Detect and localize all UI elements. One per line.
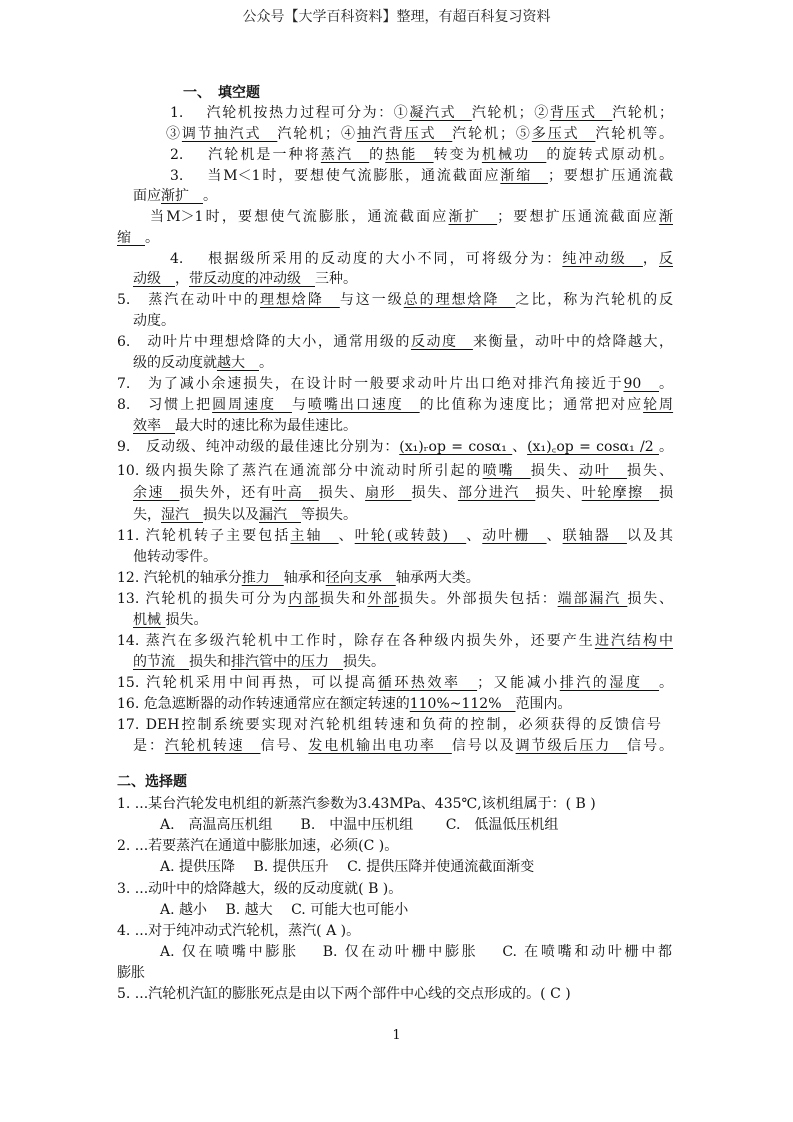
text-segment: 14. 蒸汽在多级汽轮机中工作时，除存在各种级内损失外，还要产生 bbox=[117, 633, 595, 649]
text-segment: 以及其 bbox=[626, 528, 674, 544]
text-segment: 损失。外部损失包括： bbox=[399, 591, 558, 607]
answer-blank: 缩 bbox=[117, 230, 145, 246]
text-segment: 损失。 bbox=[165, 612, 208, 628]
answer-blank: 推力 bbox=[241, 570, 284, 586]
text-segment: 。 bbox=[659, 675, 674, 691]
text-segment: 汽轮机；② bbox=[471, 105, 550, 121]
text-segment: A. 越小 B. 越大 C. 可能大也可能小 bbox=[160, 902, 409, 918]
answer-blank: 汽轮机转速 bbox=[164, 738, 261, 754]
text-segment: A. 仅在喷嘴中膨胀 B. 仅在动叶栅中膨胀 C. 在喷嘴和动叶栅中都 bbox=[160, 944, 672, 960]
text-line bbox=[117, 462, 673, 480]
text-line bbox=[133, 312, 175, 330]
text-segment: 12. 汽轮机的轴承分 bbox=[117, 570, 242, 586]
text-segment: ；又能减小 bbox=[477, 675, 560, 691]
answer-blank: 排汽管中的压力 bbox=[231, 654, 343, 670]
text-segment: 轴承和 bbox=[283, 570, 326, 586]
text-line bbox=[117, 985, 571, 1003]
text-segment: 、 bbox=[466, 528, 483, 544]
answer-blank: 部分进汽 bbox=[457, 485, 536, 501]
text-line bbox=[133, 187, 217, 205]
text-segment: ；要想扩压通流截 bbox=[547, 168, 673, 184]
text-line bbox=[160, 943, 672, 961]
text-line bbox=[117, 229, 159, 247]
text-segment: 当M＞1时，要想使气流膨胀，通流截面应 bbox=[150, 209, 449, 225]
answer-blank: 蒸汽 bbox=[320, 147, 370, 163]
answer-blank: 湿汽 bbox=[161, 507, 203, 523]
answer-blank: 余速 bbox=[133, 485, 180, 501]
answer-blank: 调节抽汽式 bbox=[181, 126, 278, 142]
text-segment: 损失和 bbox=[189, 654, 231, 670]
text-line bbox=[117, 674, 673, 692]
section-heading bbox=[183, 84, 260, 102]
answer-blank: 动级 bbox=[133, 271, 175, 287]
text-line bbox=[133, 611, 207, 629]
answer-blank: 圆周速度 bbox=[212, 397, 292, 413]
text-line bbox=[117, 695, 572, 713]
text-segment: 失， bbox=[133, 507, 161, 523]
answer-blank: 叶轮(或转鼓) bbox=[354, 528, 467, 544]
text-segment: 10. 级内损失除了蒸汽在通流部分中流动时所引起的 bbox=[117, 463, 483, 479]
text-segment: ， bbox=[175, 271, 189, 287]
text-segment: 最大时的速比称为最佳速比。 bbox=[175, 418, 357, 434]
text-segment: 。 bbox=[259, 355, 273, 371]
text-line bbox=[117, 527, 673, 545]
text-segment: 损失、 bbox=[535, 485, 582, 501]
text-segment: 、 bbox=[546, 528, 563, 544]
answer-blank: 110%~112% bbox=[409, 696, 516, 712]
text-segment: 1. ...某台汽轮发电机组的新蒸汽参数为3.43MPa、435℃,该机组属于：( B ) bbox=[117, 796, 596, 812]
answer-blank: 带反动度的冲动级 bbox=[189, 271, 315, 287]
text-segment: 5. ...汽轮机汽缸的膨胀死点是由以下两个部件中心线的交点形成的。( C ) bbox=[117, 986, 571, 1002]
answer-blank: 发电机输出电功率 bbox=[308, 738, 452, 754]
text-line bbox=[170, 167, 673, 185]
text-line bbox=[170, 104, 673, 122]
text-line bbox=[133, 417, 357, 435]
text-segment: 与这一级 bbox=[339, 292, 404, 308]
answer-blank: 凝汽式 bbox=[409, 105, 472, 121]
text-line bbox=[117, 837, 398, 855]
text-segment: 他转动零件。 bbox=[133, 549, 217, 565]
text-segment: 与 bbox=[291, 397, 308, 413]
text-segment: 8. 习惯上把 bbox=[117, 397, 213, 413]
text-segment: A. 高温高压机组 B. 中温中压机组 C. 低温低压机组 bbox=[160, 817, 559, 833]
text-line bbox=[117, 396, 673, 414]
text-line bbox=[133, 548, 217, 566]
answer-blank: 90 bbox=[623, 376, 659, 392]
text-segment: 信号。 bbox=[627, 738, 674, 754]
answer-blank: 渐 bbox=[659, 209, 673, 225]
answer-blank: 动叶栅 bbox=[482, 528, 547, 544]
text-line bbox=[160, 816, 558, 834]
text-segment: 损失外，还有 bbox=[179, 485, 273, 501]
text-line bbox=[117, 632, 673, 650]
text-line bbox=[160, 858, 534, 876]
text-line bbox=[117, 438, 673, 456]
text-segment: 损失和 bbox=[319, 591, 368, 607]
text-line bbox=[133, 484, 673, 502]
text-segment: ③ bbox=[166, 126, 182, 142]
text-line bbox=[117, 964, 145, 982]
answer-blank: 的节流 bbox=[133, 654, 189, 670]
answer-blank: 机械 bbox=[133, 612, 166, 628]
text-segment: 汽轮机等。 bbox=[595, 126, 674, 142]
answer-blank: 端部漏汽 bbox=[557, 591, 628, 607]
text-segment: 15. 汽轮机采用中间再热，可以提高 bbox=[117, 675, 378, 691]
page-number: 1 bbox=[392, 1028, 401, 1043]
text-segment: 17. DEH控制系统要实现对汽轮机组转速和负荷的控制，必须获得的反馈信号 bbox=[117, 717, 661, 733]
answer-blank: 径向支承 bbox=[325, 570, 396, 586]
answer-blank: 循环热效率 bbox=[377, 675, 478, 691]
text-line bbox=[117, 590, 673, 608]
text-segment: 4. 根据级所采用的反动度的大小不同，可将级分为： bbox=[170, 251, 563, 267]
text-segment: 13. 汽轮机的损失可分为 bbox=[117, 591, 289, 607]
answer-blank: 渐缩 bbox=[500, 168, 548, 184]
text-segment: 1. 汽轮机按热力过程可分为：① bbox=[170, 105, 410, 121]
text-segment: 一、 填空题 bbox=[183, 85, 260, 101]
answer-blank: (x₁)ᵣop = cosα₁ bbox=[399, 439, 513, 455]
text-line bbox=[117, 569, 480, 587]
text-segment: 三种。 bbox=[315, 271, 357, 287]
answer-blank: 轮周 bbox=[643, 397, 674, 413]
text-line bbox=[166, 125, 673, 143]
answer-blank: 渐扩 bbox=[161, 188, 203, 204]
text-segment: 的 bbox=[369, 147, 386, 163]
text-segment: 的旋转式原动机。 bbox=[546, 147, 674, 163]
answer-blank: 喷嘴 bbox=[482, 463, 531, 479]
answer-blank: 漏汽 bbox=[259, 507, 301, 523]
text-segment: 损失。 bbox=[343, 654, 385, 670]
text-segment: 信号以及 bbox=[451, 738, 516, 754]
answer-blank: 热能 bbox=[385, 147, 434, 163]
text-segment: 16. 危急遮断器的动作转速通常应在额定转速的 bbox=[117, 696, 410, 712]
answer-blank: 叶高 bbox=[272, 485, 319, 501]
text-segment: 3. ...动叶中的焓降越大，级的反动度就( B )。 bbox=[117, 881, 403, 897]
text-segment: 损 bbox=[659, 485, 674, 501]
answer-blank: 背压式 bbox=[549, 105, 613, 121]
text-segment: ， bbox=[642, 251, 660, 267]
text-segment: 5. 蒸汽在动叶中的 bbox=[117, 292, 260, 308]
text-segment: 级的反动度就 bbox=[133, 355, 217, 371]
text-line bbox=[117, 922, 360, 940]
text-segment: 11. 汽轮机转子主要包括 bbox=[117, 528, 291, 544]
answer-blank: 反 bbox=[659, 251, 674, 267]
section-heading bbox=[117, 773, 187, 791]
text-line bbox=[133, 270, 357, 288]
text-segment: 汽轮机；⑤ bbox=[452, 126, 532, 142]
text-segment: 之比，称为汽轮机的反 bbox=[515, 292, 674, 308]
text-segment: 损失、 bbox=[411, 485, 458, 501]
answer-blank: 机械功 bbox=[481, 147, 547, 163]
answer-blank: 调节级后压力 bbox=[515, 738, 628, 754]
text-line bbox=[117, 716, 661, 734]
text-segment: 损失、 bbox=[318, 485, 366, 501]
answer-blank: 抽汽背压式 bbox=[356, 126, 453, 142]
text-segment: 动度。 bbox=[133, 313, 175, 329]
text-segment: 来衡量，动叶中的焓降越大， bbox=[472, 334, 674, 350]
text-segment: 的比值称为速度比；通常把对应 bbox=[419, 397, 644, 413]
text-segment: 、 bbox=[338, 528, 355, 544]
text-segment: 2. 汽轮机是一种将 bbox=[170, 147, 321, 163]
answer-blank: 总的理想焓降 bbox=[403, 292, 516, 308]
text-line bbox=[117, 795, 596, 813]
text-segment: 9. 反动级、纯冲动级的最佳速比分别为： bbox=[117, 439, 400, 455]
answer-blank: 主轴 bbox=[290, 528, 339, 544]
answer-blank: 多压式 bbox=[531, 126, 596, 142]
text-line bbox=[133, 354, 273, 372]
text-segment: 范围内。 bbox=[515, 696, 572, 712]
text-segment: 、 bbox=[512, 439, 528, 455]
text-segment: 7. 为了减小余速损失，在设计时一般要求动叶片出口绝对排汽角接近于 bbox=[117, 376, 624, 392]
answer-blank: 内部 bbox=[288, 591, 320, 607]
text-line bbox=[117, 291, 673, 309]
text-line bbox=[133, 506, 357, 524]
text-segment: 6. 动叶片中理想焓降的大小，通常用级的 bbox=[117, 334, 411, 350]
text-line bbox=[133, 737, 673, 755]
text-segment: ；要想扩压通流截面应 bbox=[497, 209, 659, 225]
text-line bbox=[117, 880, 402, 898]
text-line bbox=[117, 333, 673, 351]
text-segment: 。 bbox=[203, 188, 217, 204]
answer-blank: 动叶 bbox=[578, 463, 627, 479]
text-segment: A. 提供压降 B. 提供压升 C. 提供压降并使通流截面渐变 bbox=[160, 859, 535, 875]
text-line bbox=[160, 901, 408, 919]
text-segment: 4. ...对于纯冲动式汽轮机，蒸汽( A )。 bbox=[117, 923, 361, 939]
page-header: 公众号【大学百科资料】整理，有超百科复习资料 bbox=[242, 9, 551, 25]
answer-blank: 排汽的湿度 bbox=[559, 675, 660, 691]
answer-blank: 效率 bbox=[133, 418, 175, 434]
text-segment: 汽轮机； bbox=[612, 105, 674, 121]
text-segment: 3. 当M＜1时，要想使气流膨胀，通流截面应 bbox=[170, 168, 501, 184]
answer-blank: 外部 bbox=[367, 591, 400, 607]
text-segment: 等损失。 bbox=[301, 507, 357, 523]
text-segment: 。 bbox=[659, 376, 673, 392]
answer-blank: 理想焓降 bbox=[260, 292, 340, 308]
text-line bbox=[133, 653, 385, 671]
answer-blank: 反动度 bbox=[410, 334, 473, 350]
text-line bbox=[170, 146, 673, 164]
text-segment: 2. ...若要蒸汽在通道中膨胀加速，必须(C )。 bbox=[117, 838, 399, 854]
text-segment: 损失、 bbox=[627, 591, 674, 607]
text-line bbox=[150, 208, 673, 226]
answer-blank: 扇形 bbox=[365, 485, 412, 501]
text-segment: 汽轮机；④ bbox=[277, 126, 357, 142]
answer-blank: 叶轮摩擦 bbox=[581, 485, 660, 501]
text-segment: 损失以及 bbox=[203, 507, 259, 523]
text-segment: 是： bbox=[133, 738, 165, 754]
answer-blank: 渐扩 bbox=[448, 209, 498, 225]
text-segment: 损失、 bbox=[626, 463, 674, 479]
text-segment: 二、选择题 bbox=[117, 774, 187, 790]
text-segment: 面应 bbox=[133, 188, 161, 204]
answer-blank: 纯冲动级 bbox=[562, 251, 643, 267]
text-segment: 损失、 bbox=[530, 463, 579, 479]
answer-blank: 联轴器 bbox=[562, 528, 627, 544]
text-segment: 。 bbox=[659, 439, 673, 455]
text-segment: 。 bbox=[145, 230, 159, 246]
text-segment: 膨胀 bbox=[117, 965, 145, 981]
answer-blank: 进汽结构中 bbox=[594, 633, 673, 649]
answer-blank: 越大 bbox=[217, 355, 259, 371]
text-segment: 信号、 bbox=[260, 738, 309, 754]
text-line bbox=[117, 375, 673, 393]
text-segment: 转变为 bbox=[433, 147, 482, 163]
answer-blank: 喷嘴出口速度 bbox=[307, 397, 420, 413]
answer-blank: (x₁)꜀op = cosα₁ /2 bbox=[527, 439, 659, 455]
text-segment: 轴承两大类。 bbox=[395, 570, 480, 586]
text-line bbox=[170, 250, 673, 268]
